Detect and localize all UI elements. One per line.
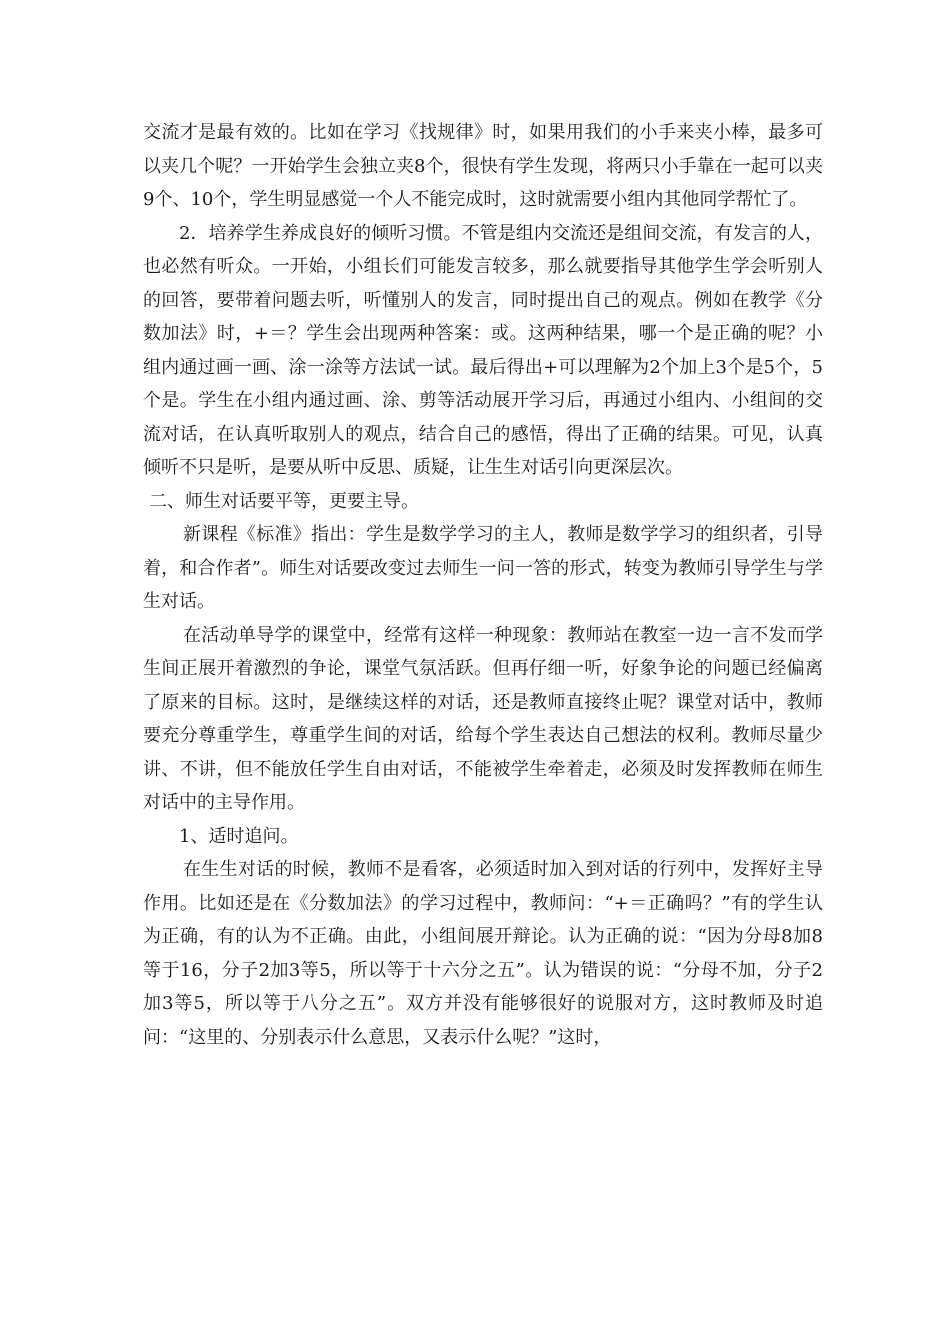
document-body: [143, 116, 823, 1054]
paragraph-activity-classroom: 在活动单导学的课堂中，经常有这样一种现象：教师站在教室一边一言不发而学生间正展开着激烈的争论，课堂气氛活跃。但再仔细一听，好象争论的问题已经偏离了原来的目标。这时，是继续这样的对话，还是教师直接终止呢？课堂对话中，教师要充分尊重学生，尊重学生间的对话，给每个学生表达自己想法的权利。教师尽量少讲、不讲，但不能放任学生自由对话，不能被学生牵着走，必须及时发挥教师在师生对话中的主导作用。: [143, 624, 823, 813]
section-heading-teacher-student-dialogue: 二、师生对话要平等，更要主导。: [149, 490, 419, 512]
subheading-timely-questioning: 1、适时追问。: [179, 825, 299, 847]
paragraph-curriculum-standard: 新课程《标准》指出：学生是数学学习的主人，教师是数学学习的组织者，引导着，和合作者”。师生对话要改变过去师生一问一答的形式，转变为教师引导学生与学生对话。: [143, 524, 823, 612]
paragraph-continuation: 交流才是最有效的。比如在学习《找规律》时，如果用我们的小手来夹小棒，最多可以夹几个呢？一开始学生会独立夹8个，很快有学生发现，将两只小手靠在一起可以夹9个、10个，学生明显感觉一个人不能完成时，这时就需要小组内其他同学帮忙了。: [143, 122, 823, 210]
paragraph-fraction-addition-debate: 在生生对话的时候，教师不是看客，必须适时加入到对话的行列中，发挥好主导作用。比如还是在《分数加法》的学习过程中，教师问：“+＝正确吗？”有的学生认为正确，有的认为不正确。由此，小组间展开辩论。认为正确的说：“因为分母8加8等于16，分子2加3等5，所以等于十六分之五”。认为错误的说：“分母不加，分子2加3等5，所以等于八分之五”。双方并没有能够很好的说服对方，这时教师及时追问：“这里的、分别表示什么意思，又表示什么呢？”这时，: [143, 859, 823, 1048]
paragraph-listening-habits: 2．培养学生养成良好的倾听习惯。不管是组内交流还是组间交流，有发言的人，也必然有听众。一开始，小组长们可能发言较多，那么就要指导其他学生学会听别人的回答，要带着问题去听，听懂别人的发言，同时提出自己的观点。例如在教学《分数加法》时，+＝？学生会出现两种答案：或。这两种结果，哪一个是正确的呢？小组内通过画一画、涂一涂等方法试一试。最后得出+可以理解为2个加上3个是5个，5个是。学生在小组内通过画、涂、剪等活动展开学习后，再通过小组内、小组间的交流对话，在认真听取别人的观点，结合自己的感悟，得出了正确的结果。可见，认真倾听不只是听，是要从听中反思、质疑，让生生对话引向更深层次。: [143, 222, 823, 478]
